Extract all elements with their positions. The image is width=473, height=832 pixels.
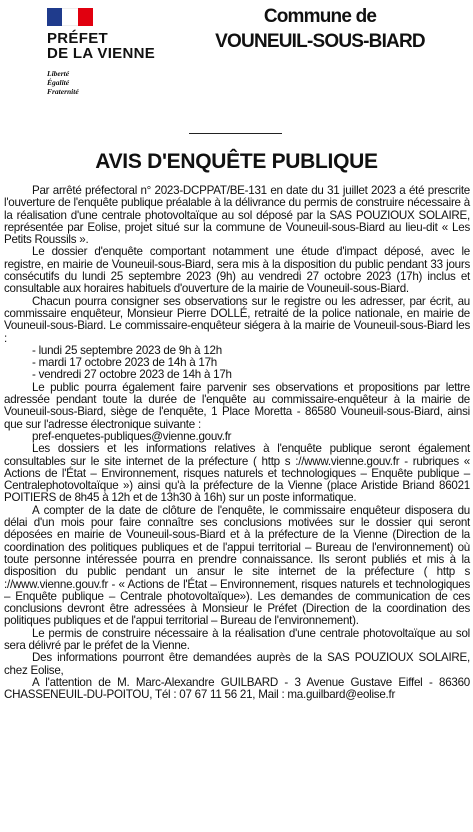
title-divider (189, 133, 282, 134)
prefet-logo (47, 8, 157, 96)
commune-line-2: VOUNEUIL-SOUS-BIARD (215, 31, 425, 52)
notice-title: AVIS D'ENQUÊTE PUBLIQUE (95, 150, 378, 173)
devise-fraternite: Fraternité (47, 87, 79, 96)
paragraph-observations: Chacun pourra consigner ses observations sur le registre ou les adresser, par écrit, au commissaire enquêteur, Monsieur Pierre DOLLÉ, retraité de la police nationale, en mairie de Vouneuil-sous-Biard. Le commissaire-enquêteur siégera à la mairie de Vouneuil-sous-Biard les : (4, 294, 470, 345)
commune-line-1: Commune de (263, 6, 377, 27)
contact-email: pref-enquetes-publiques@vienne.gouv.fr (32, 429, 232, 443)
permanence-date: - mardi 17 octobre 2023 de 14h à 17h (32, 356, 218, 370)
paragraph-contact: A l'attention de M. Marc-Alexandre GUILBARD - 3 Avenue Gustave Eiffel - 86360 CHASSENEUIL-DU-POITOU, Tél : 07 67 11 56 21, Mail : ma.guilbard@eolise.fr (4, 675, 470, 702)
permanence-date: - vendredi 27 octobre 2023 de 14h à 17h (32, 368, 232, 382)
devise-liberte: Liberté (47, 69, 70, 78)
prefet-line-2: DE LA VIENNE (47, 45, 156, 62)
paragraph-consultation: Les dossiers et les informations relatives à l'enquête publique seront également consultables sur le site internet de la préfecture ( http s ://www.vienne.gouv.fr - rubriques « Actions de l'État – Environnement, risques naturels et technologiques – Enquête publique – Centralephotovoltaïque ») ainsi qu'à la préfecture de la Vienne (place Aristide Briand 86021 POITIERS de 8h45 à 12h et de 13h30 à 16h) sur un poste informatique. (4, 442, 470, 505)
paragraph-informations: Des informations pourront être demandées auprès de la SAS POUZIOUX SOLAIRE, chez Eolise, (4, 651, 470, 677)
paragraph-dossier: Le dossier d'enquête comportant notamment une étude d'impact déposé, avec le registre, en mairie de Vouneuil-sous-Biard, sera mis à la disposition du public pendant 33 jours consécutifs du lundi 25 septembre 2023 (9h) au vendredi 27 octobre 2023 (17h) inclus et consultable aux horaires habituels d'ouverture de la mairie de Vouneuil-sous-Biard. (4, 245, 470, 296)
french-flag-icon (47, 8, 93, 26)
paragraph-arrete: Par arrêté préfectoral n° 2023-DCPPAT/BE-131 en date du 31 juillet 2023 a été prescrite l'ouverture de l'enquête publique préalable à la délivrance du permis de construire nécessaire à la réalisation d'une centrale photovoltaïque au sol déposé par la SAS POUZIOUX SOLAIRE, représentée par Eolise, projet situé sur la commune de Vouneuil-sous-Biard au lieu-dit « Les Petits Roussils ». (4, 184, 470, 247)
commune-header (205, 4, 435, 54)
devise-egalite: Égalité (47, 78, 70, 87)
permanence-date: - lundi 25 septembre 2023 de 9h à 12h (32, 343, 222, 357)
paragraph-courrier: Le public pourra également faire parvenir ses observations et propositions par lettre adressée pendant toute la durée de l'enquête au commissaire-enquêteur à la mairie de Vouneuil-sous-Biard, siège de l'enquête, 1 Place Moretta - 86580 Vouneuil-sous-Biard, ainsi que sur l'adresse électronique suivante : (4, 380, 470, 431)
prefet-line-1: PRÉFET (47, 30, 108, 47)
paragraph-conclusions: A compter de la date de clôture de l'enquête, le commissaire enquêteur disposera du délai d'un mois pour faire connaître ses conclusions motivées sur le dossier qui seront déposées en mairie de Vouneuil-sous-Biard et à la préfecture de la Vienne (Direction de la coordination des politiques publiques et de l'appui territorial – Bureau de l'environnement) où toute personne intéressée pourra en prendre connaissance. Ils seront publiés et mis à la disposition du public pendant un ansur le site internet de la préfecture ( http s ://www.vienne.gouv.fr - « Actions de l'État – Environnement, risques naturels et technologiques – Enquête publique – Centrale photovoltaïque»). Les demandes de communication de ces conclusions devront être adressées à Monsieur le Préfet (Direction de la coordination des politiques publiques et de l'appui territorial – Bureau de l'environnement). (4, 503, 470, 628)
paragraph-permis: Le permis de construire nécessaire à la réalisation d'une centrale photovoltaïque au sol sera délivré par le préfet de la Vienne. (4, 626, 470, 652)
devise (47, 69, 157, 96)
notice-body (4, 185, 470, 701)
